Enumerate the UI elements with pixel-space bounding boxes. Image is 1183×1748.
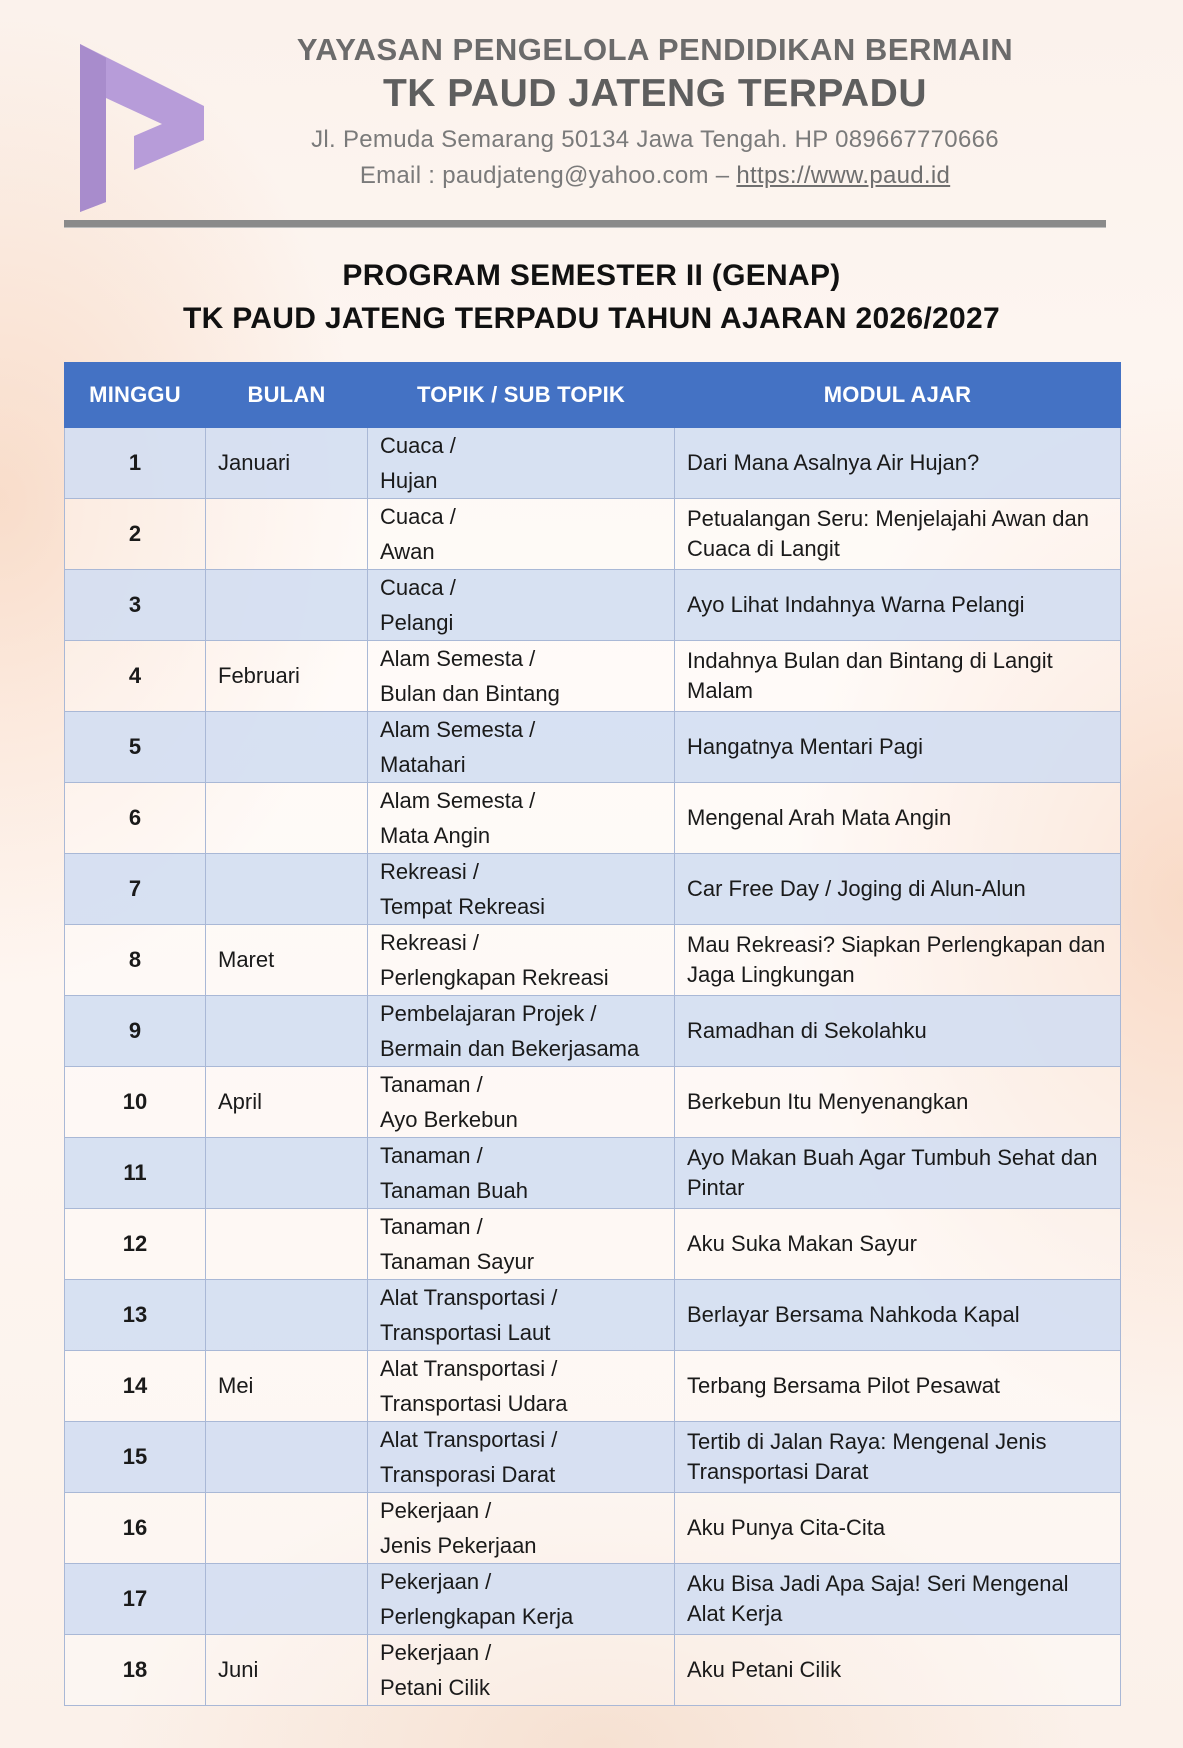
week-cell: 6 [65,783,206,854]
topic-text: Alam Semesta / [380,646,536,671]
month-cell [206,1422,368,1493]
week-cell: 18 [65,1635,206,1706]
module-cell: Ramadhan di Sekolahku [675,996,1121,1067]
table-row [65,1280,1121,1351]
topic-cell [368,1351,675,1422]
topic-cell [368,428,675,499]
week-cell: 9 [65,996,206,1067]
module-cell: Mengenal Arah Mata Angin [675,783,1121,854]
week-cell: 12 [65,1209,206,1280]
month-cell [206,996,368,1067]
column-header-topik: TOPIK / SUB TOPIK [368,363,675,428]
month-cell: Juni [206,1635,368,1706]
topic-text: Tanaman / [380,1214,483,1239]
subtopic-text: Transportasi Laut [380,1320,551,1345]
table-header-row [65,363,1121,428]
topic-cell [368,1564,675,1635]
week-cell: 8 [65,925,206,996]
module-cell: Ayo Makan Buah Agar Tumbuh Sehat dan Pintar [675,1138,1121,1209]
subtopic-text: Perlengkapan Rekreasi [380,965,609,990]
program-table [64,362,1121,1706]
week-cell: 1 [65,428,206,499]
title-line-1: PROGRAM SEMESTER II (GENAP) [342,259,841,292]
title-line-2: TK PAUD JATENG TERPADU TAHUN AJARAN 2026/2027 [183,302,1000,335]
topic-cell [368,1422,675,1493]
table-row [65,641,1121,712]
month-cell [206,1138,368,1209]
week-cell: 17 [65,1564,206,1635]
month-cell [206,712,368,783]
module-cell: Berlayar Bersama Nahkoda Kapal [675,1280,1121,1351]
topic-cell [368,783,675,854]
week-cell: 15 [65,1422,206,1493]
module-cell: Ayo Lihat Indahnya Warna Pelangi [675,570,1121,641]
subtopic-text: Pelangi [380,610,454,635]
table-row [65,1635,1121,1706]
topic-cell [368,1635,675,1706]
week-cell: 14 [65,1351,206,1422]
topic-text: Rekreasi / [380,930,480,955]
module-cell: Aku Punya Cita-Cita [675,1493,1121,1564]
column-header-bulan: BULAN [206,363,368,428]
month-cell [206,1280,368,1351]
subtopic-text: Transportasi Udara [380,1391,568,1416]
week-cell: 16 [65,1493,206,1564]
month-cell: Mei [206,1351,368,1422]
module-cell: Petualangan Seru: Menjelajahi Awan dan Cuaca di Langit [675,499,1121,570]
topic-text: Cuaca / [380,433,456,458]
table-row [65,1564,1121,1635]
month-cell: Februari [206,641,368,712]
month-cell [206,783,368,854]
subtopic-text: Awan [380,539,435,564]
table-row [65,854,1121,925]
subtopic-text: Transporasi Darat [380,1462,556,1487]
subtopic-text: Bulan dan Bintang [380,681,560,706]
month-cell [206,1564,368,1635]
week-cell: 13 [65,1280,206,1351]
subtopic-text: Petani Cilik [380,1675,491,1700]
topic-text: Alam Semesta / [380,717,536,742]
module-cell: Car Free Day / Joging di Alun-Alun [675,854,1121,925]
month-cell: Januari [206,428,368,499]
letterhead [250,30,1060,194]
subtopic-text: Tempat Rekreasi [380,894,546,919]
week-cell: 4 [65,641,206,712]
purple-play-logo-icon [72,44,216,212]
subtopic-text: Jenis Pekerjaan [380,1533,537,1558]
subtopic-text: Ayo Berkebun [380,1107,518,1132]
topic-text: Alat Transportasi / [380,1356,558,1381]
school-name: TK PAUD JATENG TERPADU [382,72,927,115]
topic-cell [368,1209,675,1280]
month-cell [206,499,368,570]
contact-line [250,158,1060,194]
topic-cell [368,1138,675,1209]
table-row [65,712,1121,783]
table-row [65,783,1121,854]
topic-text: Cuaca / [380,504,456,529]
week-cell: 3 [65,570,206,641]
topic-cell [368,712,675,783]
topic-cell [368,499,675,570]
topic-text: Pembelajaran Projek / [380,1001,597,1026]
month-cell [206,854,368,925]
topic-text: Pekerjaan / [380,1640,492,1665]
module-cell: Aku Suka Makan Sayur [675,1209,1121,1280]
subtopic-text: Matahari [380,752,466,777]
topic-cell [368,854,675,925]
table-row [65,499,1121,570]
month-cell [206,1493,368,1564]
table-row [65,925,1121,996]
column-header-modul: MODUL AJAR [675,363,1121,428]
week-cell: 10 [65,1067,206,1138]
topic-text: Rekreasi / [380,859,480,884]
table-row [65,1138,1121,1209]
topic-cell [368,925,675,996]
week-cell: 2 [65,499,206,570]
table-row [65,996,1121,1067]
topic-text: Cuaca / [380,575,456,600]
table-row [65,1209,1121,1280]
website-link[interactable]: https://www.paud.id [736,162,951,189]
topic-text: Alam Semesta / [380,788,536,813]
module-cell: Terbang Bersama Pilot Pesawat [675,1351,1121,1422]
subtopic-text: Hujan [380,468,438,493]
topic-cell [368,1280,675,1351]
table-row [65,428,1121,499]
organization-name: YAYASAN PENGELOLA PENDIDIKAN BERMAIN [296,32,1014,67]
table-row [65,1351,1121,1422]
week-cell: 7 [65,854,206,925]
subtopic-text: Mata Angin [380,823,491,848]
table-row [65,1067,1121,1138]
table-row [65,570,1121,641]
month-cell [206,1209,368,1280]
topic-cell [368,570,675,641]
module-cell: Hangatnya Mentari Pagi [675,712,1121,783]
subtopic-text: Tanaman Sayur [380,1249,535,1274]
topic-cell [368,996,675,1067]
topic-text: Tanaman / [380,1072,483,1097]
subtopic-text: Perlengkapan Kerja [380,1604,574,1629]
table-row [65,1422,1121,1493]
table-row [65,1493,1121,1564]
topic-text: Pekerjaan / [380,1498,492,1523]
week-cell: 11 [65,1138,206,1209]
module-cell: Berkebun Itu Menyenangkan [675,1067,1121,1138]
module-cell: Indahnya Bulan dan Bintang di Langit Malam [675,641,1121,712]
table-body [65,428,1121,1706]
email-text: Email : paudjateng@yahoo.com – [359,162,737,189]
header-divider [64,220,1106,228]
month-cell: April [206,1067,368,1138]
subtopic-text: Tanaman Buah [380,1178,528,1203]
column-header-minggu: MINGGU [65,363,206,428]
month-cell [206,570,368,641]
topic-text: Pekerjaan / [380,1569,492,1594]
topic-cell [368,641,675,712]
module-cell: Aku Petani Cilik [675,1635,1121,1706]
month-cell: Maret [206,925,368,996]
topic-text: Alat Transportasi / [380,1285,558,1310]
module-cell: Mau Rekreasi? Siapkan Perlengkapan dan Jaga Lingkungan [675,925,1121,996]
topic-text: Tanaman / [380,1143,483,1168]
address: Jl. Pemuda Semarang 50134 Jawa Tengah. HP 089667770666 [311,126,999,153]
topic-text: Alat Transportasi / [380,1427,558,1452]
topic-cell [368,1493,675,1564]
document-title [0,254,1183,340]
week-cell: 5 [65,712,206,783]
module-cell: Tertib di Jalan Raya: Mengenal Jenis Transportasi Darat [675,1422,1121,1493]
module-cell: Aku Bisa Jadi Apa Saja! Seri Mengenal Alat Kerja [675,1564,1121,1635]
subtopic-text: Bermain dan Bekerjasama [380,1036,640,1061]
module-cell: Dari Mana Asalnya Air Hujan? [675,428,1121,499]
topic-cell [368,1067,675,1138]
